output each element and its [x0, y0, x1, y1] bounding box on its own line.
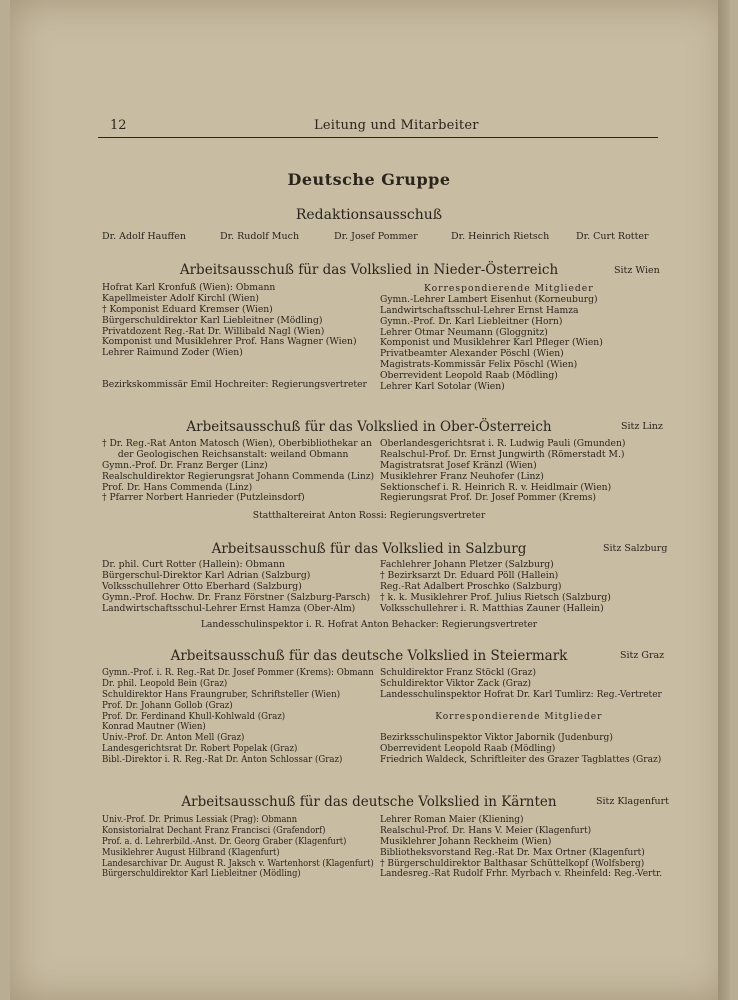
member-entry: Gymn.-Lehrer Lambert Eisenhut (Korneuburg)	[380, 293, 598, 305]
regierungsvertreter-entry: Landesreg.-Rat Rudolf Frhr. Myrbach v. Rheinfeld: Reg.-Vertr.	[380, 868, 663, 880]
member-entry: Privatbeamter Alexander Pöschl (Wien)	[380, 348, 564, 360]
member-entry: Friedrich Waldeck, Schriftleiter des Grazer Tagblattes (Graz)	[380, 754, 662, 766]
section-title-nieder-oesterreich: Arbeitsausschuß für das Volkslied in Nieder-Österreich	[179, 262, 559, 278]
member-entry: Volksschullehrer i. R. Matthias Zauner (Hallein)	[380, 602, 604, 614]
section-title-kaernten: Arbeitsausschuß für das deutsche Volkslied in Kärnten	[181, 794, 557, 810]
member-entry: † Pfarrer Norbert Hanrieder (Putzleinsdorf)	[102, 492, 305, 504]
section-right-column	[380, 439, 626, 504]
member-entry: Oberrevident Leopold Raab (Mödling)	[380, 743, 556, 755]
member-entry: Landwirtschaftsschul-Lehrer Ernst Hamza (Ober-Alm)	[102, 602, 356, 614]
section-title-ober-oesterreich: Arbeitsausschuß für das Volkslied in Ober-Österreich	[186, 419, 552, 435]
regierungsvertreter-entry: Bezirkskommissär Emil Hochreiter: Regierungsvertreter	[102, 379, 367, 391]
member-entry: † Bürgerschuldirektor Balthasar Schüttelkopf (Wolfsberg)	[380, 857, 645, 869]
member-entry: Bibl.-Direktor i. R. Reg.-Rat Dr. Anton Schlossar (Graz)	[102, 754, 343, 766]
member-entry: Lehrer Raimund Zoder (Wien)	[102, 347, 243, 359]
member-entry: Musiklehrer Franz Neuhofer (Linz)	[380, 470, 544, 482]
member-entry: Gymn.-Prof. Dr. Franz Berger (Linz)	[102, 459, 268, 471]
section-right-column	[380, 668, 666, 766]
member-entry: Gymn.-Prof. Hochw. Dr. Franz Förstner (Salzburg-Parsch)	[102, 591, 371, 603]
member-entry: Schuldirektor Viktor Zack (Graz)	[380, 677, 532, 689]
header-rule	[98, 137, 658, 138]
member-entry: Gymn.-Prof. Dr. Karl Liebleitner (Horn)	[380, 315, 563, 327]
member-entry: † Bezirksarzt Dr. Eduard Pöll (Hallein)	[380, 569, 559, 581]
member-entry: Komponist und Musiklehrer Karl Pfleger (Wien)	[380, 337, 603, 349]
member-entry: Volksschullehrer Otto Eberhard (Salzburg)	[102, 580, 302, 592]
member-entry: Schuldirektor Hans Fraungruber, Schriftsteller (Wien)	[102, 688, 341, 700]
member-entry: Magistratsrat Josef Kränzl (Wien)	[380, 459, 537, 471]
redaktion-title: Redaktionsausschuß	[295, 207, 443, 223]
redaktion-member: Dr. Rudolf Much	[220, 231, 300, 242]
member-entry: Oberrevident Leopold Raab (Mödling)	[380, 370, 558, 382]
section-title-steiermark: Arbeitsausschuß für das deutsche Volkslied in Steiermark	[170, 648, 568, 664]
member-entry: Komponist und Musiklehrer Prof. Hans Wagner (Wien)	[102, 336, 357, 348]
member-entry: der Geologischen Reichsanstalt: weiland Obmann	[117, 448, 349, 460]
member-entry: Dr. phil. Leopold Bein (Graz)	[102, 677, 228, 689]
section-sitz: Sitz Graz	[620, 650, 665, 661]
member-entry: Landwirtschaftsschul-Lehrer Ernst Hamza	[380, 304, 579, 316]
member-entry: Oberlandesgerichtsrat i. R. Ludwig Pauli (Gmunden)	[380, 438, 626, 449]
member-entry: Dr. phil. Curt Rotter (Hallein): Obmann	[102, 559, 285, 570]
corresponding-members-heading: Korrespondierende Mitglieder	[424, 283, 594, 294]
member-entry: Prof. Dr. Hans Commenda (Linz)	[102, 481, 253, 493]
running-title: Leitung und Mitarbeiter	[314, 118, 479, 133]
member-entry: Magistrats-Kommissär Felix Pöschl (Wien)	[380, 359, 578, 371]
member-entry: Regierungsrat Prof. Dr. Josef Pommer (Krems)	[380, 492, 597, 504]
section-right-column	[380, 560, 611, 614]
regierungsvertreter-entry: Landesschulinspektor i. R. Hofrat Anton Behacker: Regierungsvertreter	[200, 619, 538, 630]
regierungsvertreter-entry: Statthaltereirat Anton Rossi: Regierungsvertreter	[252, 510, 486, 521]
redaktion-member: Dr. Adolf Hauffen	[102, 231, 186, 242]
member-entry: Kapellmeister Adolf Kirchl (Wien)	[102, 292, 259, 304]
section-right-column	[380, 284, 603, 393]
member-entry: Konsistorialrat Dechant Franz Francisci (Grafendorf)	[102, 824, 326, 836]
section-left-column	[102, 560, 370, 614]
member-entry: Privatdozent Reg.-Rat Dr. Willibald Nagl (Wien)	[102, 325, 325, 337]
member-entry: Realschul-Prof. Dr. Hans V. Meier (Klagenfurt)	[380, 824, 592, 836]
member-entry: Hofrat Karl Kronfuß (Wien): Obmann	[102, 282, 276, 293]
member-entry: Prof. a. d. Lehrerbild.-Anst. Dr. Georg Graber (Klagenfurt)	[102, 835, 347, 847]
member-entry: Musiklehrer Johann Reckheim (Wien)	[380, 835, 552, 847]
page-spine-shadow	[718, 0, 730, 1000]
main-title: Deutsche Gruppe	[287, 170, 451, 189]
member-entry: Musiklehrer August Hilbrand (Klagenfurt)	[102, 846, 280, 858]
member-entry: Bürgerschuldirektor Karl Liebleitner (Mödling)	[102, 314, 323, 326]
page-number: 12	[110, 118, 127, 133]
member-entry: Sektionschef i. R. Heinrich R. v. Heidlmair (Wien)	[380, 481, 612, 493]
section-right-column	[380, 815, 668, 880]
member-entry: Bürgerschuldirektor Karl Liebleitner (Mödling)	[102, 868, 301, 880]
section-sitz: Sitz Salzburg	[603, 543, 668, 554]
redaktion-member: Dr. Josef Pommer	[334, 231, 418, 242]
member-entry: † k. k. Musiklehrer Prof. Julius Rietsch (Salzburg)	[380, 591, 611, 603]
member-entry: Prof. Dr. Johann Gollob (Graz)	[102, 699, 233, 711]
member-entry: Bürgerschul-Direktor Karl Adrian (Salzburg)	[102, 569, 311, 581]
redaktion-member: Dr. Heinrich Rietsch	[451, 231, 550, 242]
member-entry: Lehrer Karl Sotolar (Wien)	[380, 381, 505, 393]
section-sitz: Sitz Linz	[621, 421, 663, 432]
section-sitz: Sitz Klagenfurt	[596, 796, 670, 807]
member-entry: Univ.-Prof. Dr. Primus Lessiak (Prag): Obmann	[102, 814, 298, 825]
member-entry: Lehrer Otmar Neumann (Gloggnitz)	[380, 326, 548, 338]
regierungsvertreter-entry: Landesschulinspektor Hofrat Dr. Karl Tumlirz: Reg.-Vertreter	[380, 688, 662, 700]
section-left-column	[102, 283, 367, 391]
section-title-salzburg: Arbeitsausschuß für das Volkslied in Salzburg	[211, 541, 527, 557]
member-entry: Konrad Mautner (Wien)	[102, 721, 206, 733]
member-entry: Gymn.-Prof. i. R. Reg.-Rat Dr. Josef Pommer (Krems): Obmann	[102, 667, 374, 678]
member-entry: Schuldirektor Franz Stöckl (Graz)	[380, 667, 536, 678]
member-entry: Prof. Dr. Ferdinand Khull-Kohlwald (Graz)	[102, 710, 286, 722]
section-left-column	[102, 668, 392, 766]
redaktion-member: Dr. Curt Rotter	[576, 231, 649, 242]
member-entry: † Komponist Eduard Kremser (Wien)	[102, 303, 273, 315]
section-left-column	[102, 815, 404, 880]
section-sitz: Sitz Wien	[614, 265, 660, 276]
corresponding-members-heading: Korrespondierende Mitglieder	[435, 710, 603, 722]
member-entry: Landesarchivar Dr. August R. Jaksch v. Wartenhorst (Klagenfurt)	[102, 857, 374, 869]
member-entry: Bibliotheksvorstand Reg.-Rat Dr. Max Ortner (Klagenfurt)	[380, 846, 645, 858]
member-entry: Univ.-Prof. Dr. Anton Mell (Graz)	[102, 732, 245, 744]
member-entry: Realschul-Prof. Dr. Ernst Jungwirth (Römerstadt M.)	[380, 448, 625, 460]
member-entry: † Dr. Reg.-Rat Anton Matosch (Wien), Oberbibliothekar an	[102, 438, 372, 449]
member-entry	[102, 359, 367, 370]
redaktion-members	[0, 231, 738, 245]
member-entry: Lehrer Roman Maier (Kliening)	[380, 814, 524, 825]
member-entry: Landesgerichtsrat Dr. Robert Popelak (Graz)	[102, 743, 298, 755]
member-entry: Reg.-Rat Adalbert Proschko (Salzburg)	[380, 580, 562, 592]
member-entry: Bezirksschulinspektor Viktor Jabornik (Judenburg)	[380, 732, 613, 744]
section-left-column	[102, 439, 376, 504]
member-entry: Realschuldirektor Regierungsrat Johann Commenda (Linz)	[102, 470, 375, 482]
member-entry: Fachlehrer Johann Pletzer (Salzburg)	[380, 559, 554, 570]
